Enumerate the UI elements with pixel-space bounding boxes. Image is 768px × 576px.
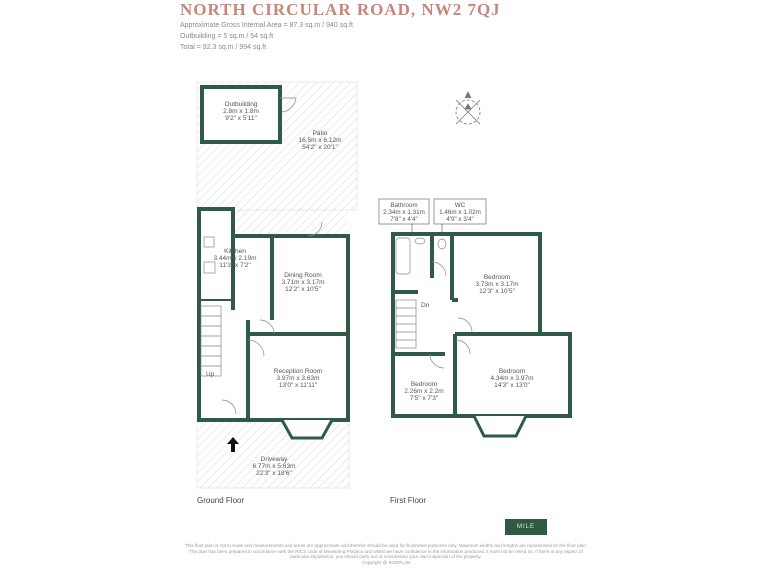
stairs-down-label: Dn [421,302,430,309]
ground-stairs [201,306,221,376]
reception-metric: 3.97m x 3.63m [276,375,320,382]
bedroom1-imperial: 12'3" x 10'5" [479,288,515,295]
disclaimer [182,543,590,565]
bedroom2-name: Bedroom [498,368,526,375]
bedroom3-metric: 2.26m x 2.2m [404,388,444,395]
reception-name: Reception Room [273,368,323,375]
bathroom-imperial: 7'8" x 4'4" [390,216,418,223]
kitchen-metric: 3.44m x 2.19m [213,255,257,262]
stairs-up-label: Up [206,371,215,378]
kitchen-imperial: 11'3" x 7'2" [219,262,251,269]
reception-label [274,368,322,389]
kitchen-name: Kitchen [224,248,246,255]
first-stairs [396,300,416,348]
total-area: Total = 92.3 sq.m / 994 sq.ft [180,44,267,51]
outbuilding-metric: 2.8m x 1.8m [223,108,259,115]
property-title: NORTH CIRCULAR ROAD, NW2 7QJ [180,0,501,19]
bathroom-metric: 2.34m x 1.31m [383,209,425,216]
logo-text: MILE [516,524,535,530]
patio-name: Patio [312,130,328,137]
disclaimer-text: This floor plan is not to scale and measurements and areas are approximate and therefor should be used for illustrative purposes only. Maximum widths and lengths are represented on the floor plan. The plan has been prepared in accordance with the RICS code of Measuring Practice and whilst we have confidence in the information produced, it must not be relied on. If there is any aspect of particular importance, you should carry out or commission your own inspection of the property. [184,543,588,560]
reception-imperial: 13'0" x 11'11" [278,382,318,389]
driveway-name: Driveway [260,456,288,463]
bedroom3-name: Bedroom [410,381,438,388]
outbuilding-label [223,101,259,122]
bedroom2-imperial: 14'3" x 13'0" [494,382,530,389]
driveway-imperial: 22'3" x 18'6" [256,470,292,477]
wc-metric: 1.46m x 1.02m [439,209,481,216]
gross-internal-area: Approximate Gross Internal Area = 87.3 sq.m / 940 sq.ft [180,22,353,29]
outbuilding-area: Outbuilding = 5 sq.m / 54 sq.ft [180,33,274,40]
ground-floor-label: Ground Floor [197,496,245,505]
dining-imperial: 12'2" x 10'5" [285,286,321,293]
patio-imperial: 54'2" x 20'1" [302,144,338,151]
first-floor-label: First Floor [390,496,426,505]
outbuilding-name: Outbuilding [224,101,258,108]
dining-label [282,272,325,293]
driveway-metric: 6.77m x 5.63m [252,463,296,470]
copyright-text: Copyright @ RUEPLAN [361,559,411,565]
agency-logo [505,519,547,535]
bedroom3-imperial: 7'5" x 7'3" [409,395,439,402]
ground-floor-walls [199,209,348,420]
bedroom2-metric: 4.34m x 3.97m [490,375,534,382]
bathroom-name: Bathroom [390,202,418,209]
patio-metric: 16.5m x 6.12m [298,137,342,144]
bedroom1-name: Bedroom [483,274,511,281]
bedroom-bay-window [474,416,526,436]
dining-metric: 3.71m x 3.17m [281,279,325,286]
bedroom1-metric: 3.73m x 3.17m [475,281,519,288]
reception-bay-window [282,420,332,438]
dining-name: Dining Room [284,272,322,279]
side-passage [233,208,348,236]
wc-imperial: 4'9" x 3'4" [446,216,474,223]
outbuilding-imperial: 9'2" x 5'11" [225,115,257,122]
wc-name: WC [454,202,466,209]
compass-icon [456,92,480,124]
